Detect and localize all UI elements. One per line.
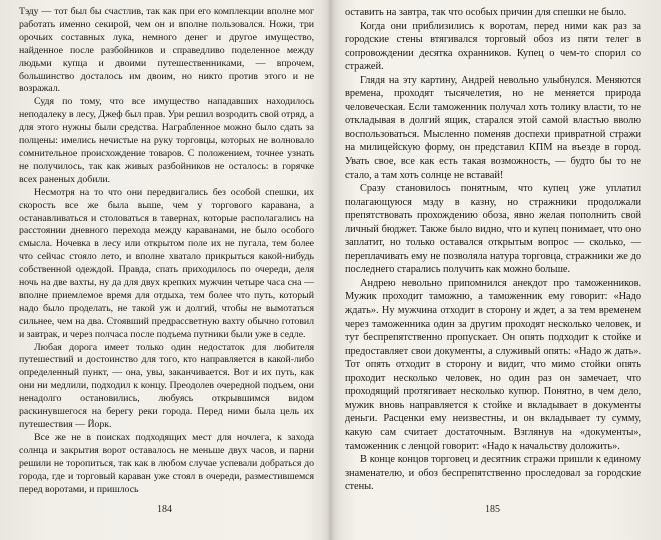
paragraph: В конце концов торговец и десятник стражи пришли к единому знаменателю, и обоз беспрепятственно проследовал за городские стены. <box>345 454 641 493</box>
paragraph: оставить на завтра, так что особых причин для спешки не было. <box>345 7 627 18</box>
right-page <box>330 0 661 540</box>
page-number: 184 <box>157 504 172 515</box>
paragraph: Любая дорога имеет только один недостаток для любителя путешествий и достоинство для того, кто направляется в какой-либо определенный пункт, — она, увы, заканчивается. Вот и их путь, как они ни медлили, подходил к концу. Преодолев очередной подъем, они ненадолго остановились, любуясь открывшимся видом раскинувшегося на берегу реки города. Перед ними была цель их путешествия — Йорк. <box>19 341 314 430</box>
right-page-text <box>345 6 641 494</box>
paragraph: Глядя на эту картину, Андрей невольно улыбнулся. Меняются времена, проходят тысячелетия, но не меняется природа человеческая. Если таможенник получал хоть толику власти, то не откладывая в долгий ящик, старался этой самой властью вволю воспользоваться. Мысленно поменяв доспехи привратной стражи на милицейскую форму, он представил КПМ на въезде в город. Увать свое, все как есть такая возможность, — будто бы то не стало, а там хоть солнце не вставай! <box>345 74 641 181</box>
paragraph: Несмотря на то что они передвигались без особой спешки, их скорость все же была выше, чем у торгового каравана, а останавливаться и столоваться в тавернах, которые располагались на расстоянии дневного перехода между караванами, не было особого смысла. Ночевка в лесу или открытом поле их не пугала, тем более что сейчас стояло лето, и вполне хватало прикрыться какой-нибудь собственной одеждой. Правда, спать приходилось по очереди, деля ночь на две вахты, ну да для двух крепких мужчин четыре часа сна — вполне приемлемое время для отдыха, тем более что путь, который надо было проделать, не такой уж и долгий, чтобы не вымотаться сильнее, чем на два. Стоявший предрассветную вахту обычно готовил и завтрак, и через полчаса после подъема путники были уже в седле. <box>19 186 314 340</box>
left-page <box>0 0 330 540</box>
paragraph: Сразу становилось понятным, что купец уже уплатил полагающуюся мзду в казну, но стражники продолжали препятствовать прохождению обоза, явно желая пополнить свой личный бюджет. Также было видно, что и купец понимает, что оно заплатит, но только оставался открытым вопрос — сколько, — переплачивать ему не позволяла натура торговца, стражники же до последнего старались получить как можно больше. <box>345 183 641 276</box>
paragraph: Когда они приблизились к воротам, перед ними как раз за городские стены втягивался торговый обоз из пяти телег в сопровождении десятка охранников. Купец о чем-то спорил со стражей. <box>345 20 641 73</box>
paragraph: Все же не в поисках подходящих мест для ночлега, к захода солнца и закрытия ворот оставалось не меньше двух часов, и парни решили не торопиться, так как в любом случае успевали добраться до города, где и торговый караван уже стоял в очереди, разместившемся перед воротами, и пришлось <box>19 431 314 495</box>
paragraph: Тэду — тот был бы счастлив, так как при его комплекции вполне мог работать именно секирой, чем он и вполне пользовался. Ножи, три орочьих составных лука, немного денег и другое имущество, найденное после разбойников и справедливо поделенное между людьми купца и двоими путешественниками, — впрочем, большинство досталось им двоим, но никто против этого и не возражал. <box>19 6 314 95</box>
paragraph: Судя по тому, что все имущество нападавших находилось неподалеку в лесу, Джеф был прав. Ури решил возродить свой отряд, а для этого нужны были средства. Награбленное можно было сдать за полцены: имелись нечистые на руку торговцы, которых не волновало сомнительное происхождение товаров. С положением, точнее узнать не получилось, так как живых разбойников не осталось: в горячке всех раненых добили. <box>19 96 314 185</box>
paragraph: Андрею невольно припомнился анекдот про таможенников. Мужик проходит таможню, а таможенник ему говорит: «Надо ждать». Ну мужчина отходит в сторону и ждет, а за тем временем через таможенника один за другим проходят несколько человек, и тут беспрепятственно пропускает. Он опять подходит к стойке и предоставляет свои документы, а служивый опять: «Надо ж дать». Тот опять отходит в сторону и видит, что мимо стойки опять проходит несколько человек, но один раз он замечает, что проходящий протягивает несколько купюр. Понятно, в чем дело, мужик вновь направляется к стойке и вкладывает в документы деньги. Расценки ему неизвестны, и он вкладывает ту сумму, какую сам считает достаточным. Взглянув на «документы», таможенник с ленцой говорит: «Надо к начальству доложить». <box>345 277 641 452</box>
left-page-text <box>19 6 314 496</box>
page-number: 185 <box>485 504 500 515</box>
